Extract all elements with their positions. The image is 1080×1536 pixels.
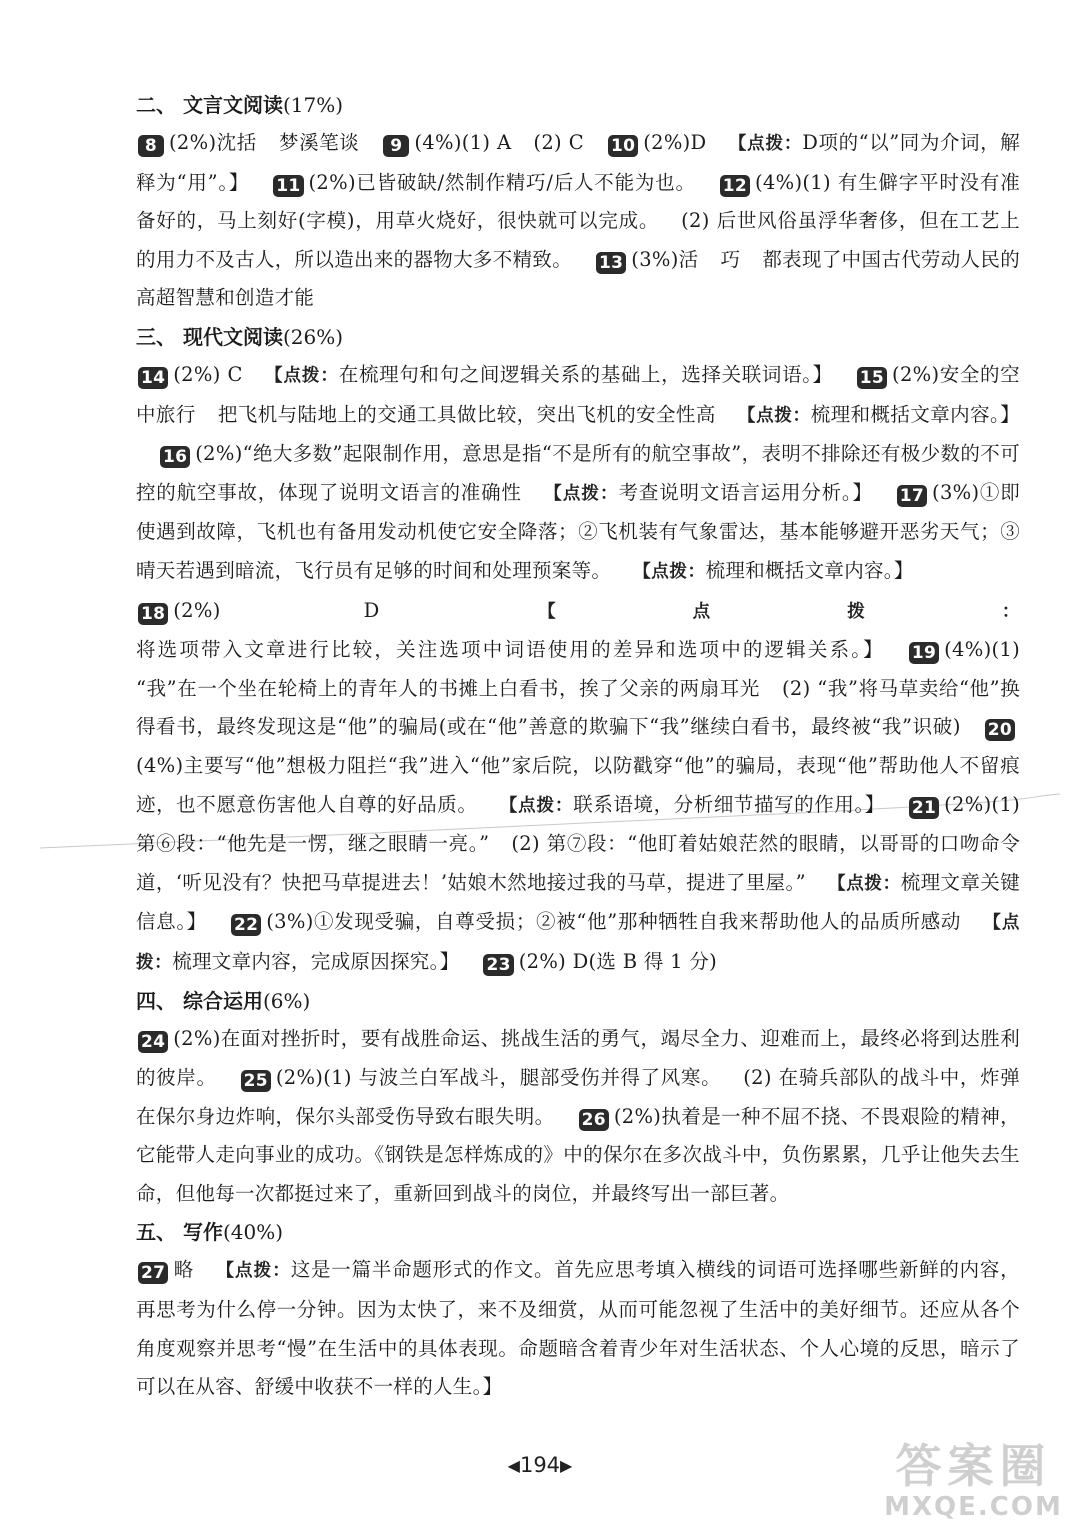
question-number-badge: 17 bbox=[897, 485, 927, 507]
question-number-badge: 19 bbox=[909, 642, 939, 664]
question-number-badge: 14 bbox=[138, 367, 168, 389]
question-number-badge: 25 bbox=[241, 1070, 271, 1092]
section-heading bbox=[136, 86, 1020, 124]
question-number-badge: 21 bbox=[909, 797, 939, 819]
question-number-badge: 23 bbox=[483, 954, 513, 976]
question-number-badge: 22 bbox=[231, 914, 261, 936]
question-number-badge: 8 bbox=[138, 135, 164, 157]
section-title: 二、 文言文阅读 bbox=[136, 93, 283, 117]
question-number-badge: 12 bbox=[720, 175, 750, 197]
question-number-badge: 27 bbox=[138, 1262, 168, 1284]
section-title: 五、 写作 bbox=[136, 1220, 223, 1245]
tip-marker: 【点拨： bbox=[827, 873, 901, 894]
left-triangle-icon: ◀ bbox=[507, 1456, 520, 1475]
section-percent: (26%) bbox=[282, 324, 344, 349]
question-number-badge: 26 bbox=[579, 1109, 609, 1131]
tip-marker: 【点拨： bbox=[136, 913, 1021, 973]
question-number-badge: 9 bbox=[383, 135, 409, 157]
tip-marker: 【点拨： bbox=[728, 134, 803, 154]
tip-marker: 【点拨： bbox=[543, 483, 619, 504]
question-number-badge: 20 bbox=[985, 719, 1015, 741]
question-number-badge: 24 bbox=[138, 1031, 168, 1053]
section-title: 三、 现代文阅读 bbox=[136, 324, 283, 349]
section-title: 四、 综合运用 bbox=[136, 989, 263, 1014]
question-number-badge: 10 bbox=[608, 135, 638, 157]
answer-paragraph: 8 (2%)沈括 梦溪笔谈 9 (4%)(1) A (2) C 10 (2%)D 【点拨：D项的“以”同为介词，解释为“用”。】 11 (2%)已皆破缺/然制作精巧/后人不能为也。 12 (4%)(1) 有生僻字平时没有准备好的，马上刻好(字模)，用草火烧好，很快就可以完成。 (2) 后世风俗虽浮华奢侈，但在工艺上的用力不及古人，所以造出来的器物大多不精致。 13 (3%)活 巧 都表现了中国古代劳动人民的高超智慧和创造才能 bbox=[136, 131, 1020, 310]
question-number-badge: 13 bbox=[596, 252, 626, 274]
watermark-bottom-text: MXQE.COM bbox=[884, 1492, 1063, 1522]
watermark-top-text: 答案圈 bbox=[895, 1439, 1052, 1493]
tip-marker: 【点拨： bbox=[401, 601, 1020, 622]
section-percent: (40%) bbox=[222, 1220, 284, 1245]
right-triangle-icon: ▶ bbox=[560, 1456, 573, 1475]
answer-paragraph: 18 (2%) D 【点拨：将选项带入文章进行比较，关注选项中词语使用的差异和选项中的逻辑关系。】 19 (4%)(1) “我”在一个坐在轮椅上的青年人的书摊上白看书，挨了父亲的两扇耳光 (2) “我”将马草卖给“他”换得看书，最终发现这是“他”的骗局(或在“他”善意的欺骗下“我”继续白看书，最终被“我”识破) 20(4%)主要写“他”想极力阻拦“我”进入“他”家后院，以防戳穿“他”的骗局，表现“他”帮助他人不留痕迹，也不愿意伤害他人自尊的好品质。 【点拨：联系语境，分析细节描写的作用。】 21 (2%)(1) 第⑥段：“他先是一愣，继之眼睛一亮。” (2) 第⑦段：“他盯着姑娘茫然的眼睛，以哥哥的口吻命令道，‘听见没有？快把马草提进去！’姑娘木然地接过我的马草，提进了里屋。” 【点拨：梳理文章关键信息。】 22 (3%)①发现受骗，自尊受损；②被“他”那种牺牲自我来帮助他人的品质所感动 【点拨：梳理文章内容，完成原因探究。】 23 (2%) D(选 B 得 1 分) bbox=[136, 598, 1021, 975]
question-number-badge: 16 bbox=[160, 446, 190, 468]
tip-marker: 【点拨： bbox=[737, 405, 811, 426]
section-heading bbox=[136, 1213, 1020, 1251]
tip-marker: 【点拨： bbox=[264, 365, 339, 386]
section-percent: (17%) bbox=[282, 93, 344, 117]
question-number-badge: 18 bbox=[138, 603, 168, 625]
watermark-logo bbox=[881, 1440, 1066, 1530]
tip-marker: 【点拨： bbox=[633, 561, 706, 582]
answer-content bbox=[136, 86, 1020, 1407]
section-heading bbox=[136, 318, 1020, 356]
section-heading bbox=[136, 982, 1020, 1020]
answer-paragraph: 24 (2%)在面对挫折时，要有战胜命运、挑战生活的勇气，竭尽全力、迎难而上，最终必将到达胜利的彼岸。 25 (2%)(1) 与波兰白军战斗，腿部受伤并得了风寒。 (2) 在骑兵部队的战斗中，炸弹在保尔身边炸响，保尔头部受伤导致右眼失明。 26 (2%)执着是一种不屈不挠、不畏艰险的精神，它能带人走向事业的成功。《钢铁是怎样炼成的》中的保尔在多次战斗中，负伤累累，几乎让他失去生命，但他每一次都挺过来了，重新回到战斗的岗位，并最终写出一部巨著。 bbox=[136, 1027, 1020, 1205]
answer-paragraph: 27 略 【点拨：这是一篇半命题形式的作文。首先应思考填入横线的词语可选择哪些新鲜的内容，再思考为什么停一分钟。因为太快了，来不及细赏，从而可能忽视了生活中的美好细节。还应从各个角度观察并思考“慢”在生活中的具体表现。命题暗含着青少年对生活状态、个人心境的反思，暗示了可以在从容、舒缓中收获不一样的人生。】 bbox=[136, 1258, 1020, 1399]
section-percent: (6%) bbox=[262, 989, 311, 1014]
tip-marker: 【点拨： bbox=[216, 1261, 291, 1282]
question-number-badge: 11 bbox=[273, 175, 303, 197]
tip-marker: 【点拨： bbox=[499, 795, 574, 816]
question-number-badge: 15 bbox=[857, 367, 887, 389]
answer-paragraph: 14 (2%) C 【点拨：在梳理句和句之间逻辑关系的基础上，选择关联词语。】 15 (2%)安全的空中旅行 把飞机与陆地上的交通工具做比较，突出飞机的安全性高 【点拨：梳理和概括文章内容。】16 (2%)“绝大多数”起限制作用，意思是指“不是所有的航空事故”，表明不排除还有极少数的不可控的航空事故，体现了说明文语言的准确性 【点拨：考查说明文语言运用分析。】 17 (3%)①即使遇到故障，飞机也有备用发动机使它安全降落；②飞机装有气象雷达，基本能够避开恶劣天气；③晴天若遇到暗流，飞行员有足够的时间和处理预案等。 【点拨：梳理和概括文章内容。】 bbox=[136, 362, 1020, 582]
page-number-value: 194 bbox=[519, 1453, 561, 1477]
